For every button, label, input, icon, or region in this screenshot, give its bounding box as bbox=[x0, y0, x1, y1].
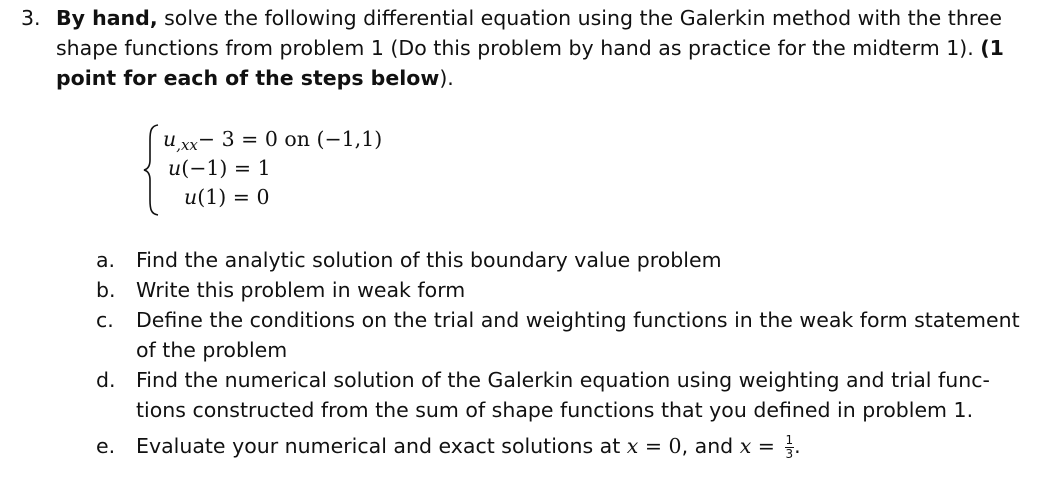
equation-rest-1: − 3 = 0 on (−1,1) bbox=[197, 127, 383, 151]
problem-number: 3. bbox=[21, 6, 41, 30]
intro-bold: By hand, bbox=[56, 6, 158, 30]
equals-sign: = bbox=[751, 434, 782, 458]
item-label: b. bbox=[96, 278, 116, 302]
equation-bc-right bbox=[184, 183, 270, 211]
item-label: d. bbox=[96, 368, 116, 392]
intro-line-3 bbox=[56, 63, 1031, 93]
var-u: u bbox=[163, 127, 177, 151]
item-text bbox=[136, 431, 1031, 461]
intro-text-2: shape functions from problem 1 (Do this problem by hand as practice for the midterm 1). bbox=[56, 36, 981, 60]
subscript-xx: ,xx bbox=[176, 136, 198, 154]
equation-system bbox=[143, 122, 413, 218]
left-brace-icon bbox=[143, 122, 161, 218]
intro-text-1: solve the following differential equation using the Galerkin method with the three bbox=[157, 6, 1003, 30]
item-text: Find the analytic solution of this boundary value problem bbox=[136, 248, 722, 272]
item-text: Define the conditions on the trial and weighting functions in the weak form statement bbox=[136, 308, 1020, 332]
intro-line-1 bbox=[56, 3, 1031, 33]
item-label: a. bbox=[96, 248, 116, 272]
item-text-continued: tions constructed from the sum of shape functions that you defined in problem 1. bbox=[136, 398, 974, 422]
item-text-pre: Evaluate your numerical and exact solutions at bbox=[136, 434, 627, 458]
intro-text-3: ). bbox=[439, 66, 454, 90]
intro-line-2 bbox=[56, 33, 1031, 63]
equation-rest-2: (−1) = 1 bbox=[181, 156, 271, 180]
equation-rest-3: (1) = 0 bbox=[197, 185, 270, 209]
item-text-end: . bbox=[794, 434, 801, 458]
item-text: Find the numerical solution of the Galerkin equation using weighting and trial func- bbox=[136, 368, 990, 392]
item-label: e. bbox=[96, 434, 116, 458]
intro-bold-steps: point for each of the steps below bbox=[56, 66, 440, 90]
problem-intro bbox=[56, 3, 1031, 93]
equation-bc-left bbox=[168, 154, 271, 182]
item-label: c. bbox=[96, 308, 114, 332]
item-text: Write this problem in weak form bbox=[136, 278, 466, 302]
fraction-numerator: 1 bbox=[785, 432, 794, 447]
var-x: x bbox=[739, 434, 752, 458]
var-u: u bbox=[184, 185, 198, 209]
fraction-denominator: 3 bbox=[785, 446, 794, 461]
var-x: x bbox=[626, 434, 639, 458]
item-text-continued: of the problem bbox=[136, 338, 288, 362]
value-zero: = 0 bbox=[638, 434, 682, 458]
var-u: u bbox=[168, 156, 182, 180]
intro-bold-points: (1 bbox=[980, 36, 1004, 60]
fraction-one-third bbox=[785, 434, 795, 461]
item-text-mid: , and bbox=[681, 434, 740, 458]
